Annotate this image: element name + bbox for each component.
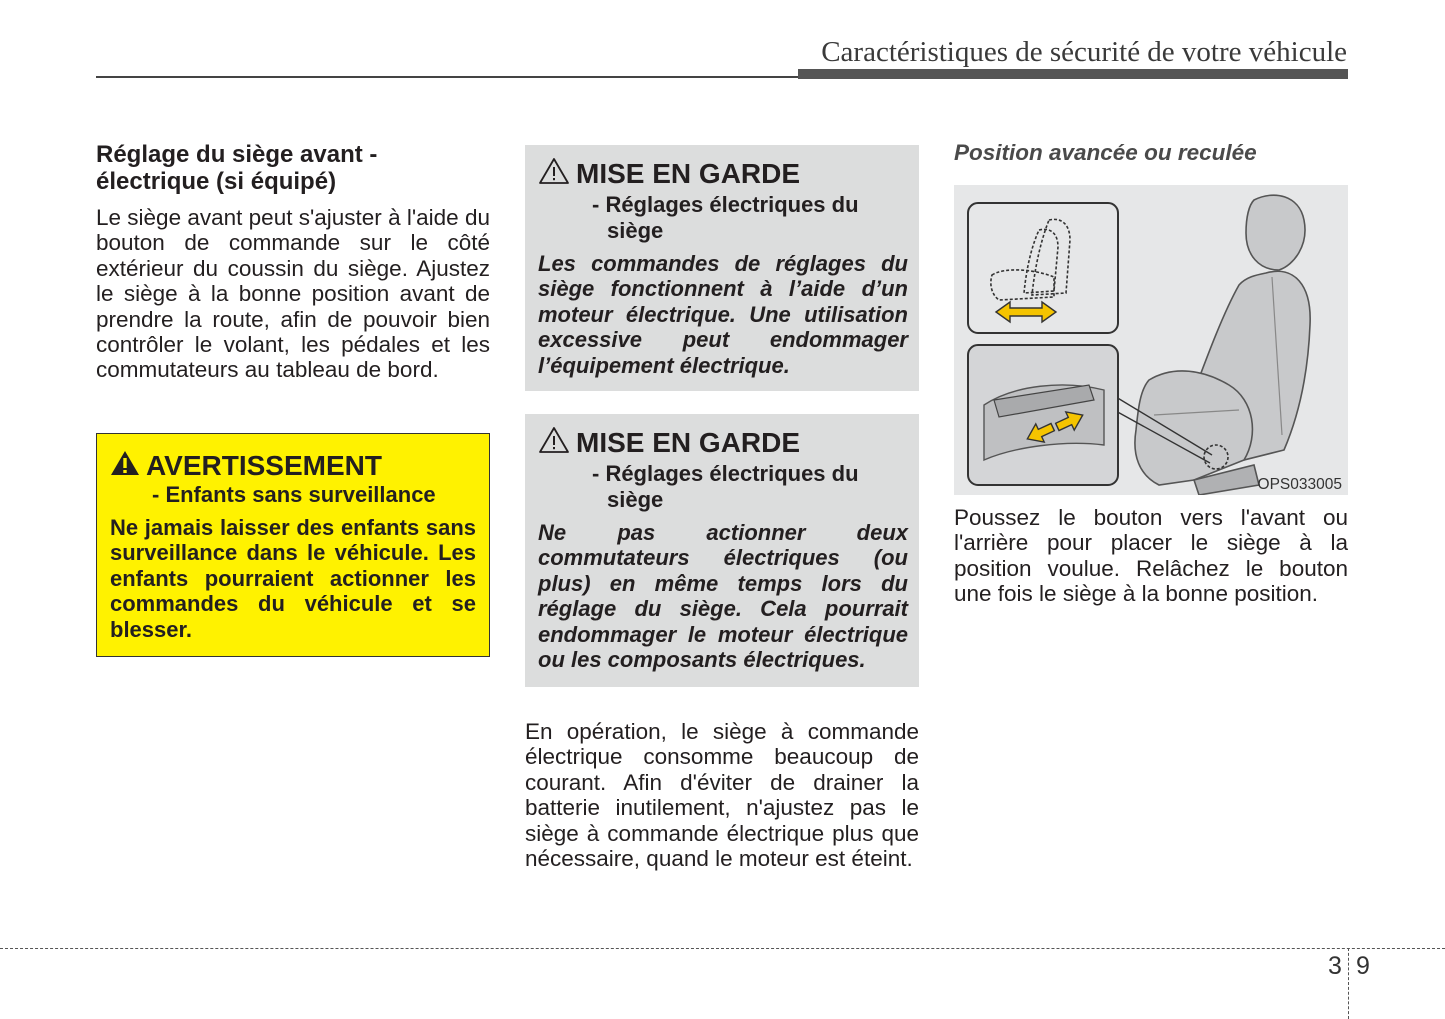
caution-box-2	[525, 414, 919, 687]
caution-1-header	[538, 157, 908, 190]
figure-code: OPS033005	[1257, 476, 1342, 493]
caution-2-subtitle-line2: siège	[607, 487, 664, 512]
caution-1-subtitle-line2: siège	[607, 218, 664, 243]
seat-illustration	[954, 185, 1348, 495]
figure-title: Position avancée ou reculée	[954, 140, 1257, 165]
caution-1-body: Les commandes de réglages du siège fonctionnent à l’aide d’un moteur électrique. Une utilisation excessive peut endommager l’équipement électrique.	[538, 251, 908, 378]
seat-drawing	[1135, 195, 1310, 495]
header-bar	[798, 69, 1348, 79]
figure-caption: Poussez le bouton vers l'avant ou l'arrière pour placer le siège à la position voulue. Relâchez le bouton une fois le siège à la bonne position.	[954, 505, 1348, 607]
caution-triangle-icon	[538, 157, 570, 190]
chapter-number: 3	[1328, 952, 1342, 980]
footer-dashed-divider	[1348, 948, 1349, 1019]
caution-1-title: MISE EN GARDE	[576, 157, 801, 189]
warning-subtitle: - Enfants sans surveillance	[152, 482, 436, 507]
caution-box-1	[525, 145, 919, 391]
warning-title: AVERTISSEMENT	[146, 449, 382, 481]
caution-triangle-icon	[538, 426, 570, 459]
caution-2-subtitle-line1: - Réglages électriques du	[592, 461, 859, 486]
footer-dashed-rule	[0, 948, 1445, 949]
warning-header	[110, 450, 476, 481]
page-number: 9	[1356, 952, 1370, 980]
caution-2-header	[538, 426, 908, 459]
caution-1-subtitle	[592, 192, 908, 244]
seat-adjustment-figure	[954, 185, 1348, 495]
seat-movement-inset	[968, 203, 1118, 333]
section-title-line1: Réglage du siège avant -	[96, 141, 378, 168]
warning-body: Ne jamais laisser des enfants sans surveillance dans le véhicule. Les enfants pourraient actionner les commandes du véhicule et se blesser.	[110, 515, 476, 642]
intro-paragraph: Le siège avant peut s'ajuster à l'aide du bouton de commande sur le côté extérieur du coussin du siège. Ajustez le siège à la bonne position avant de prendre la route, afin de pouvoir bien contrôler le volant, les pédales et les commutateurs au tableau de bord.	[96, 205, 490, 383]
warning-triangle-icon	[110, 450, 140, 481]
power-consumption-paragraph: En opération, le siège à commande électrique consomme beaucoup de courant. Afin d'éviter de drainer la batterie inutilement, n'ajustez pas le siège à commande électrique plus que nécessaire, quand le moteur est éteint.	[525, 719, 919, 872]
caution-2-body: Ne pas actionner deux commutateurs électriques (ou plus) en même temps lors du réglage du siège. Cela pourrait endommager le moteur électrique ou les composants électriques.	[538, 520, 908, 673]
seat-switch-inset	[968, 345, 1118, 485]
section-title	[96, 141, 490, 195]
caution-2-title: MISE EN GARDE	[576, 426, 801, 458]
section-title-line2: électrique (si équipé)	[96, 168, 337, 195]
running-header-title: Caractéristiques de sécurité de votre véhicule	[821, 36, 1347, 68]
caution-1-subtitle-line1: - Réglages électriques du	[592, 192, 859, 217]
caution-2-subtitle	[592, 461, 908, 513]
warning-box	[96, 433, 490, 657]
